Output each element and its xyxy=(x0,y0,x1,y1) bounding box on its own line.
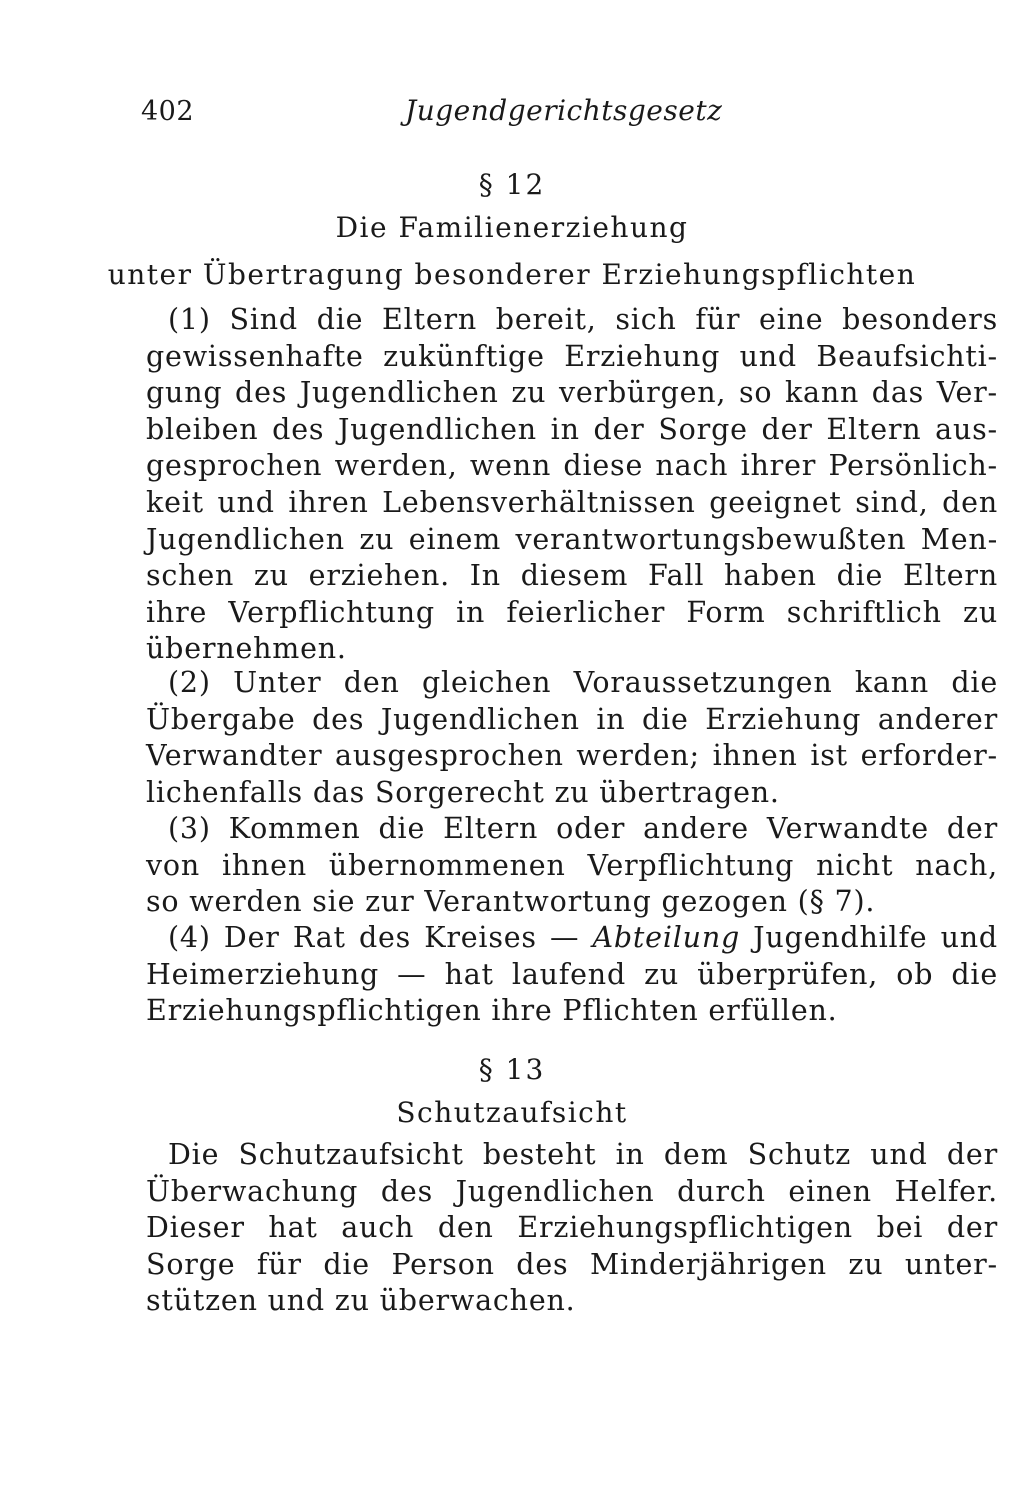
text-line: Dieser hat auch den Erziehungspflichtigen bei der xyxy=(146,1211,998,1245)
text-line: Die Schutzaufsicht besteht in dem Schutz und der xyxy=(168,1138,998,1171)
italic-term: Abteilung xyxy=(592,921,741,954)
text-line: von ihnen übernommenen Verpflichtung nicht nach, xyxy=(146,848,998,882)
text-line: (2) Unter den gleichen Voraussetzungen kann die xyxy=(168,666,998,699)
text-line: Übergabe des Jugendlichen in die Erziehung anderer xyxy=(146,702,998,736)
section-12-title: Die Familienerziehung xyxy=(335,211,689,244)
text-line: bleiben des Jugendlichen in der Sorge der Eltern aus- xyxy=(146,412,998,446)
section-12-paragraph-4 xyxy=(146,920,998,1030)
text-line: ihre Verpflichtung in feierlicher Form schriftlich zu xyxy=(146,595,998,629)
text-line: gewissenhafte zukünftige Erziehung und Beaufsichti- xyxy=(146,339,998,373)
text-line: Verwandter ausgesprochen werden; ihnen ist erforder- xyxy=(146,739,998,773)
section-12-paragraph-2 xyxy=(146,665,998,811)
text-line: stützen und zu überwachen. xyxy=(146,1284,576,1318)
text-line: gung des Jugendlichen zu verbürgen, so kann das Ver- xyxy=(146,376,998,410)
running-title: Jugendgerichtsgesetz xyxy=(405,94,723,127)
section-13-title: Schutzaufsicht xyxy=(396,1096,628,1129)
text-line: übernehmen. xyxy=(146,632,347,666)
section-13-number: § 13 xyxy=(478,1053,546,1086)
text-line: keit und ihren Lebensverhältnissen geeignet sind, den xyxy=(146,485,998,519)
text-line: (3) Kommen die Eltern oder andere Verwandte der xyxy=(168,812,998,845)
text-line: lichenfalls das Sorgerecht zu übertragen. xyxy=(146,775,780,809)
text-line: Heimerziehung — hat laufend zu überprüfen, ob die xyxy=(146,957,998,991)
text-line: Sorge für die Person des Minderjährigen zu unter- xyxy=(146,1247,998,1281)
text-line xyxy=(146,920,998,957)
section-12-subtitle: unter Übertragung besonderer Erziehungspflichten xyxy=(107,258,917,291)
text-line: gesprochen werden, wenn diese nach ihrer Persönlich- xyxy=(146,449,998,483)
text-fragment: (4) Der Rat des Kreises — xyxy=(168,921,593,954)
text-line: Erziehungspflichtigen ihre Pflichten erfüllen. xyxy=(146,994,838,1028)
section-13-paragraph xyxy=(146,1137,998,1320)
text-line: Überwachung des Jugendlichen durch einen Helfer. xyxy=(146,1174,998,1208)
section-12-paragraph-1 xyxy=(146,302,998,668)
section-12-paragraph-3 xyxy=(146,811,998,921)
text-line: so werden sie zur Verantwortung gezogen (§ 7). xyxy=(146,885,876,919)
text-fragment: Jugendhilfe und xyxy=(740,921,998,954)
page-number: 402 xyxy=(141,96,195,127)
section-12-number: § 12 xyxy=(478,168,546,201)
text-line: (1) Sind die Eltern bereit, sich für eine besonders xyxy=(168,303,998,336)
text-line: Jugendlichen zu einem verantwortungsbewußten Men- xyxy=(146,522,998,556)
text-line: schen zu erziehen. In diesem Fall haben die Eltern xyxy=(146,559,998,593)
